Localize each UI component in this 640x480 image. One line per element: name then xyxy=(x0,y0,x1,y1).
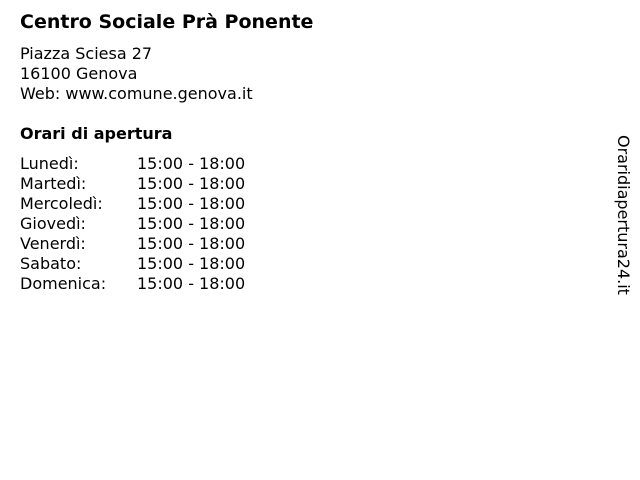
time-range: 15:00 - 18:00 xyxy=(137,254,246,273)
day-label: Giovedì: xyxy=(20,214,86,233)
day-label: Venerdì: xyxy=(20,234,86,253)
day-label: Martedì: xyxy=(20,174,87,193)
hours-row-saturday xyxy=(20,254,245,274)
day-label: Mercoledì: xyxy=(20,194,103,213)
address-city: 16100 Genova xyxy=(20,64,138,83)
place-title: Centro Sociale Prà Ponente xyxy=(20,11,314,33)
hours-row-thursday xyxy=(20,214,245,234)
site-watermark: Oraridiapertura24.it xyxy=(614,135,633,295)
day-label: Lunedì: xyxy=(20,154,79,173)
address-block xyxy=(20,44,253,104)
day-label: Domenica: xyxy=(20,274,107,293)
time-range: 15:00 - 18:00 xyxy=(137,234,246,253)
opening-hours-heading: Orari di apertura xyxy=(20,124,173,143)
day-label: Sabato: xyxy=(20,254,82,273)
website-line: Web: www.comune.genova.it xyxy=(20,84,253,103)
time-range: 15:00 - 18:00 xyxy=(137,154,246,173)
time-range: 15:00 - 18:00 xyxy=(137,214,246,233)
opening-hours-table xyxy=(20,154,245,294)
time-range: 15:00 - 18:00 xyxy=(137,194,246,213)
hours-row-friday xyxy=(20,234,245,254)
hours-row-wednesday xyxy=(20,194,245,214)
hours-row-sunday xyxy=(20,274,245,294)
address-street: Piazza Sciesa 27 xyxy=(20,44,153,63)
hours-row-monday xyxy=(20,154,245,174)
time-range: 15:00 - 18:00 xyxy=(137,274,246,293)
hours-row-tuesday xyxy=(20,174,245,194)
time-range: 15:00 - 18:00 xyxy=(137,174,246,193)
